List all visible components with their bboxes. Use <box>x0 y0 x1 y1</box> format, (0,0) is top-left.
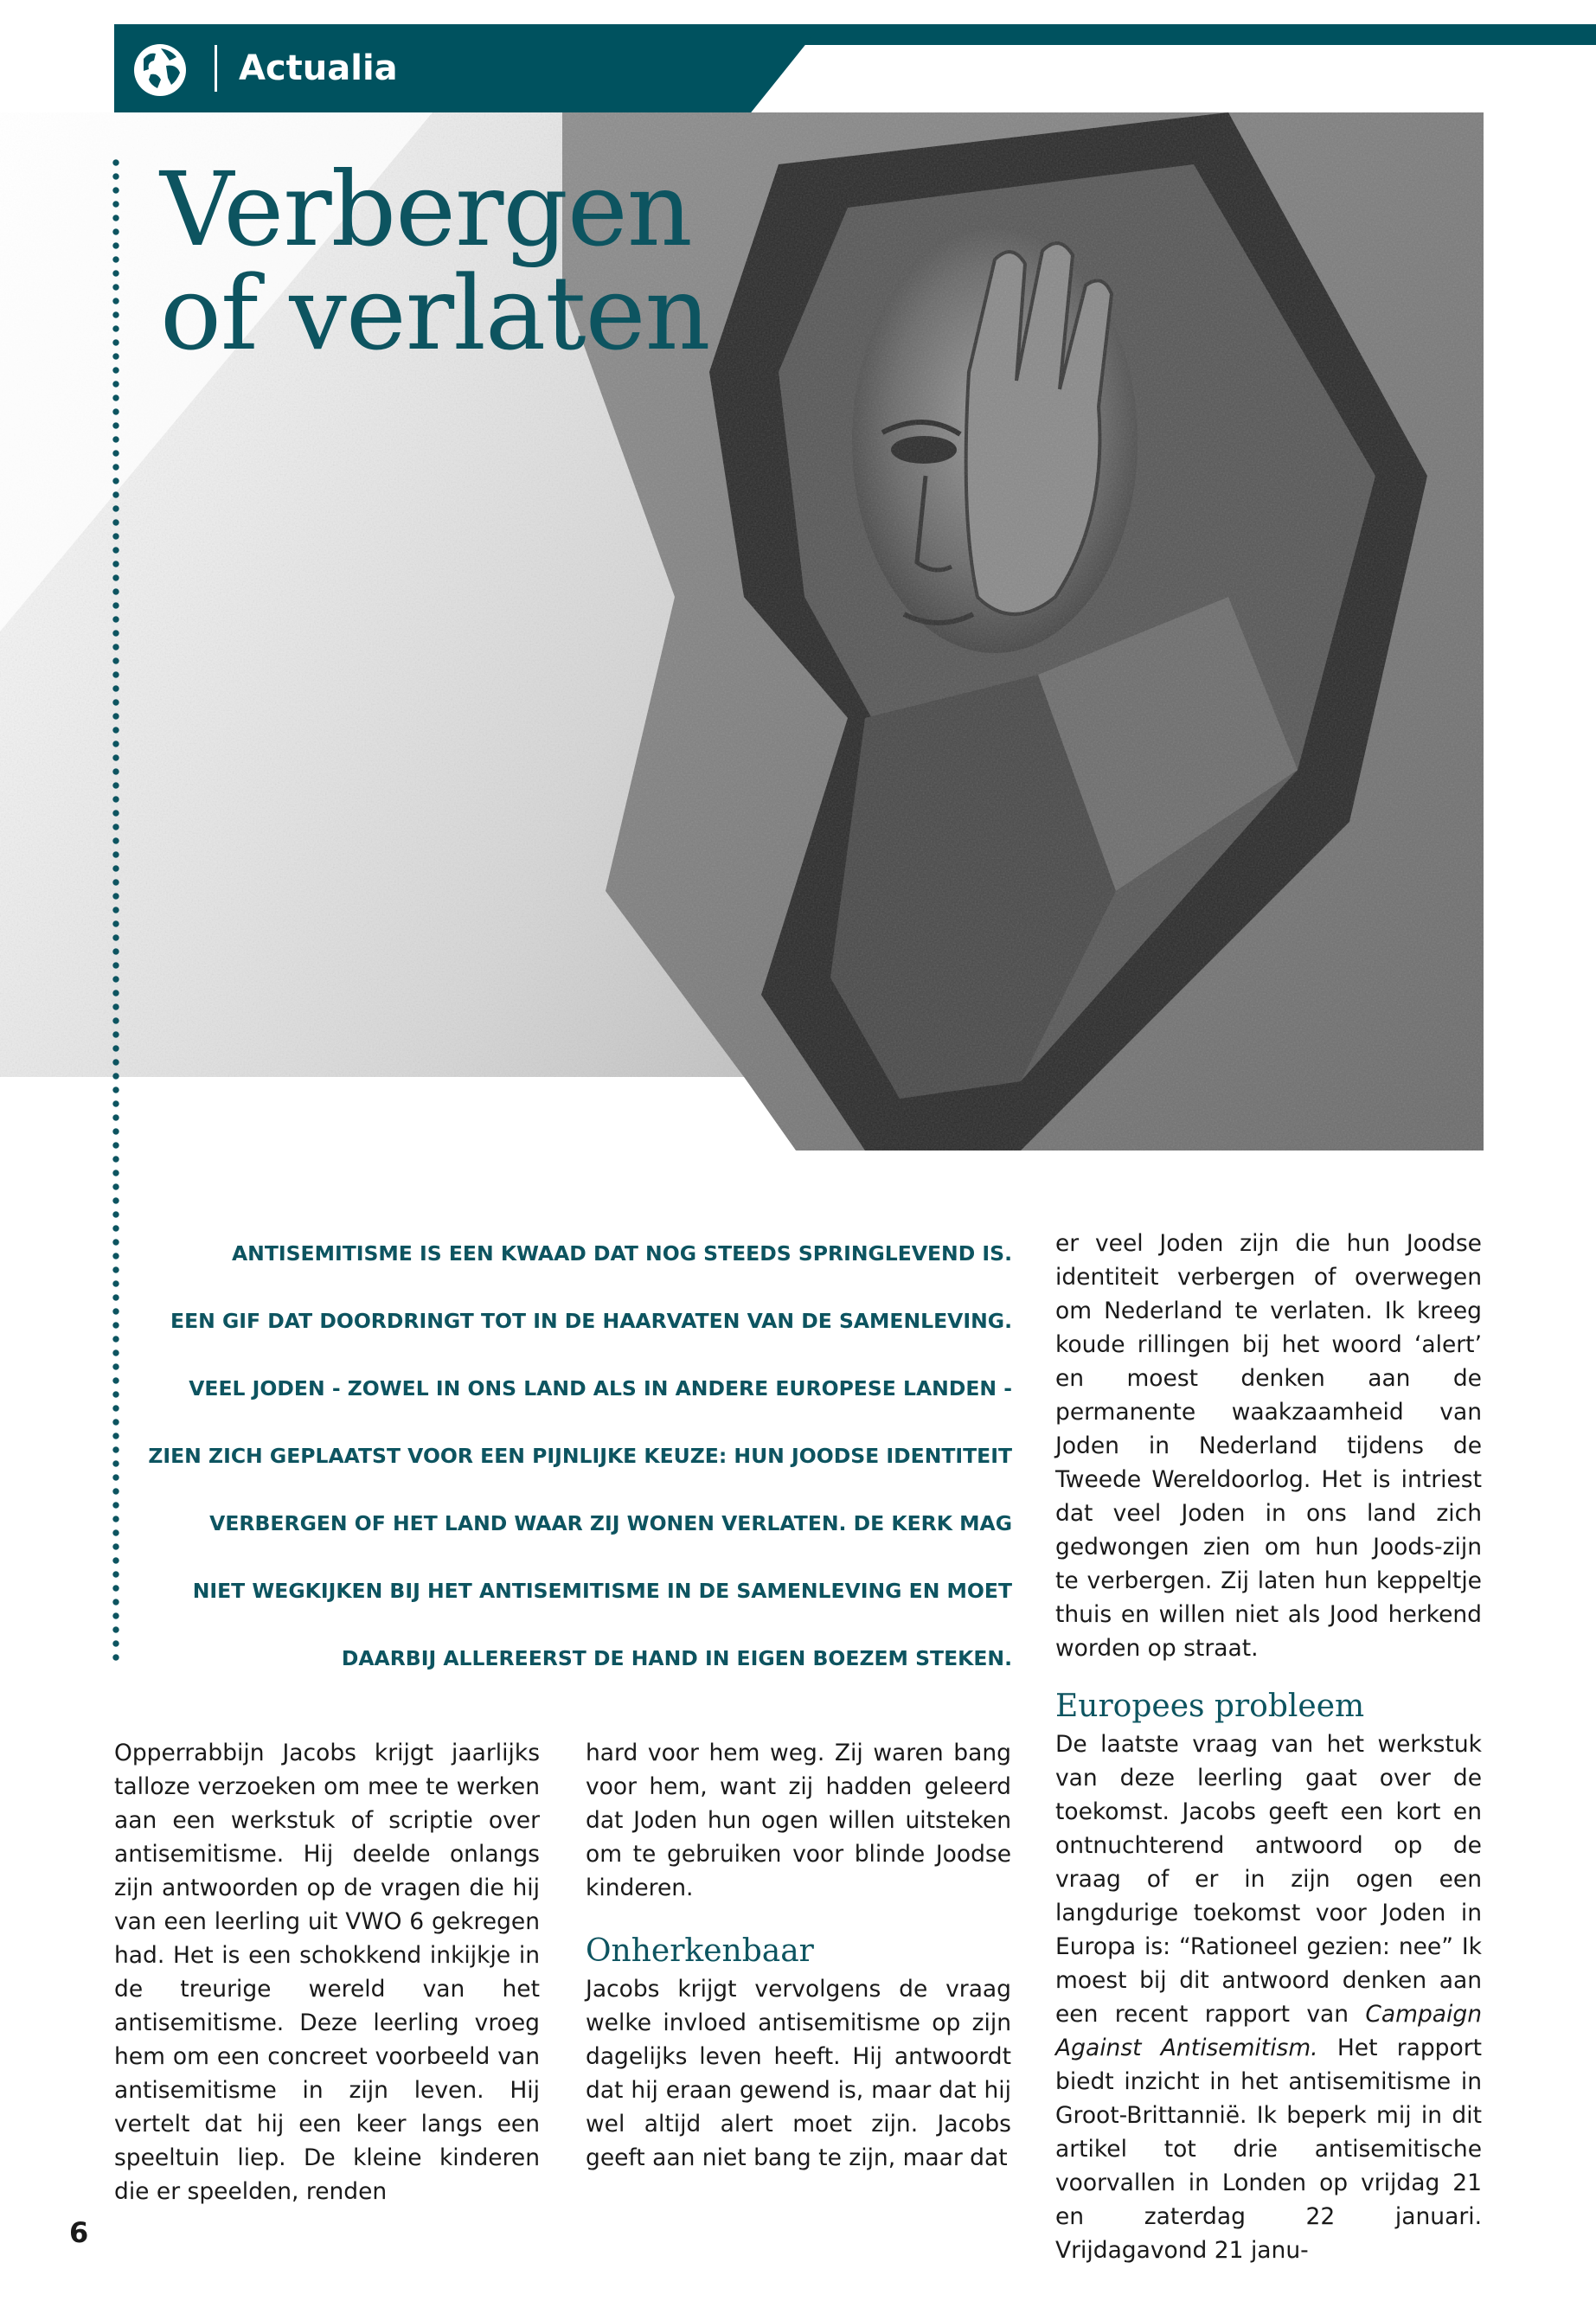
title-line-1: Verbergen <box>160 150 692 269</box>
intro-line: EEN GIF DAT DOORDRINGT TOT IN DE HAARVATEN VAN DE SAMENLEVING. <box>170 1309 1012 1333</box>
subheading-europees-probleem: Europees probleem <box>1055 1689 1365 1724</box>
text-run: De laatste vraag van het werkstuk van deze leerling gaat over de toekomst. Jacobs geeft een kort en ontnuchterend antwoord op de vraag of er in zijn ogen een langdurige toekomst voor Joden in Europa is: “Rationeel gezien: nee” Ik moest bij dit antwoord denken aan een recent rapport van <box>1055 1731 1482 2028</box>
column-3 <box>1055 1227 1482 2267</box>
column-1 <box>114 1736 540 2208</box>
column-2 <box>586 1736 1011 2175</box>
intro-line: VERBERGEN OF HET LAND WAAR ZIJ WONEN VERLATEN. DE KERK MAG <box>209 1511 1012 1535</box>
body-paragraph: hard voor hem weg. Zij waren bang voor hem, want zij hadden geleerd dat Joden hun ogen willen uitsteken om te gebruiken voor blinde Joodse kinderen. <box>586 1740 1011 1901</box>
report-title: Campaign Against Antisemitism. <box>1055 2001 1482 2061</box>
section-label: Actualia <box>239 48 398 88</box>
body-paragraph: er veel Joden zijn die hun Joodse identiteit verbergen of overwegen om Nederland te verlaten. Ik kreeg koude rillingen bij het woord ‘alert’ en moest denken aan de permanente waakzaamheid van Joden in Nederland tijdens de Tweede Wereldoorlog. Het is intriest dat veel Joden in ons land zich gedwongen zien om hun Joods-zijn te verbergen. Zij laten hun keppeltje thuis en willen niet als Jood herkend worden op straat. <box>1055 1230 1482 1662</box>
dotted-rule <box>112 156 119 1665</box>
page-number: 6 <box>69 2216 89 2249</box>
article-title <box>160 150 710 373</box>
body-paragraph: Opperrabbijn Jacobs krijgt jaarlijks talloze verzoeken om mee te werken aan een werkstuk of scriptie over antisemitisme. Hij deelde onlangs zijn antwoorden op de vragen die hij van een leerling uit VWO 6 gekregen had. Het is een schokkend inkijkje in de treurige wereld van het antisemitisme. Deze leerling vroeg hem om een concreet voorbeeld van antisemitisme in zijn leven. Hij vertelt dat hij een keer langs een speeltuin liep. De kleine kinderen die er speelden, renden <box>114 1740 540 2205</box>
globe-icon <box>131 42 189 99</box>
intro-line: ANTISEMITISME IS EEN KWAAD DAT NOG STEEDS SPRINGLEVEND IS. <box>231 1241 1012 1266</box>
body-paragraph <box>1055 1727 1482 2267</box>
header-separator <box>215 45 217 92</box>
subheading-onherkenbaar: Onherkenbaar <box>586 1933 814 1969</box>
text-run: Het rapport biedt inzicht in het antisemitisme in Groot-Brittannië. Ik beperk mij in dit artikel tot drie antisemitische voorvallen in Londen op vrijdag 21 en zaterdag 22 januari. Vrijdagavond 21 janu- <box>1055 2035 1482 2264</box>
body-paragraph: Jacobs krijgt vervolgens de vraag welke invloed antisemitisme op zijn dagelijks leven heeft. Hij antwoordt dat hij eraan gewend is, maar dat hij wel altijd alert moet zijn. Jacobs geeft aan niet bang te zijn, maar dat <box>586 1976 1011 2171</box>
intro-line: ZIEN ZICH GEPLAATST VOOR EEN PIJNLIJKE KEUZE: HUN JOODSE IDENTITEIT <box>148 1444 1012 1468</box>
article-intro <box>147 1220 1012 1692</box>
intro-line: NIET WEGKIJKEN BIJ HET ANTISEMITISME IN DE SAMENLEVING EN MOET <box>192 1579 1012 1603</box>
title-line-2: of verlaten <box>160 253 710 373</box>
intro-line: VEEL JODEN - ZOWEL IN ONS LAND ALS IN ANDERE EUROPESE LANDEN - <box>189 1376 1012 1400</box>
intro-line: DAARBIJ ALLEREERST DE HAND IN EIGEN BOEZEM STEKEN. <box>341 1646 1012 1670</box>
section-header-tab <box>114 24 822 112</box>
